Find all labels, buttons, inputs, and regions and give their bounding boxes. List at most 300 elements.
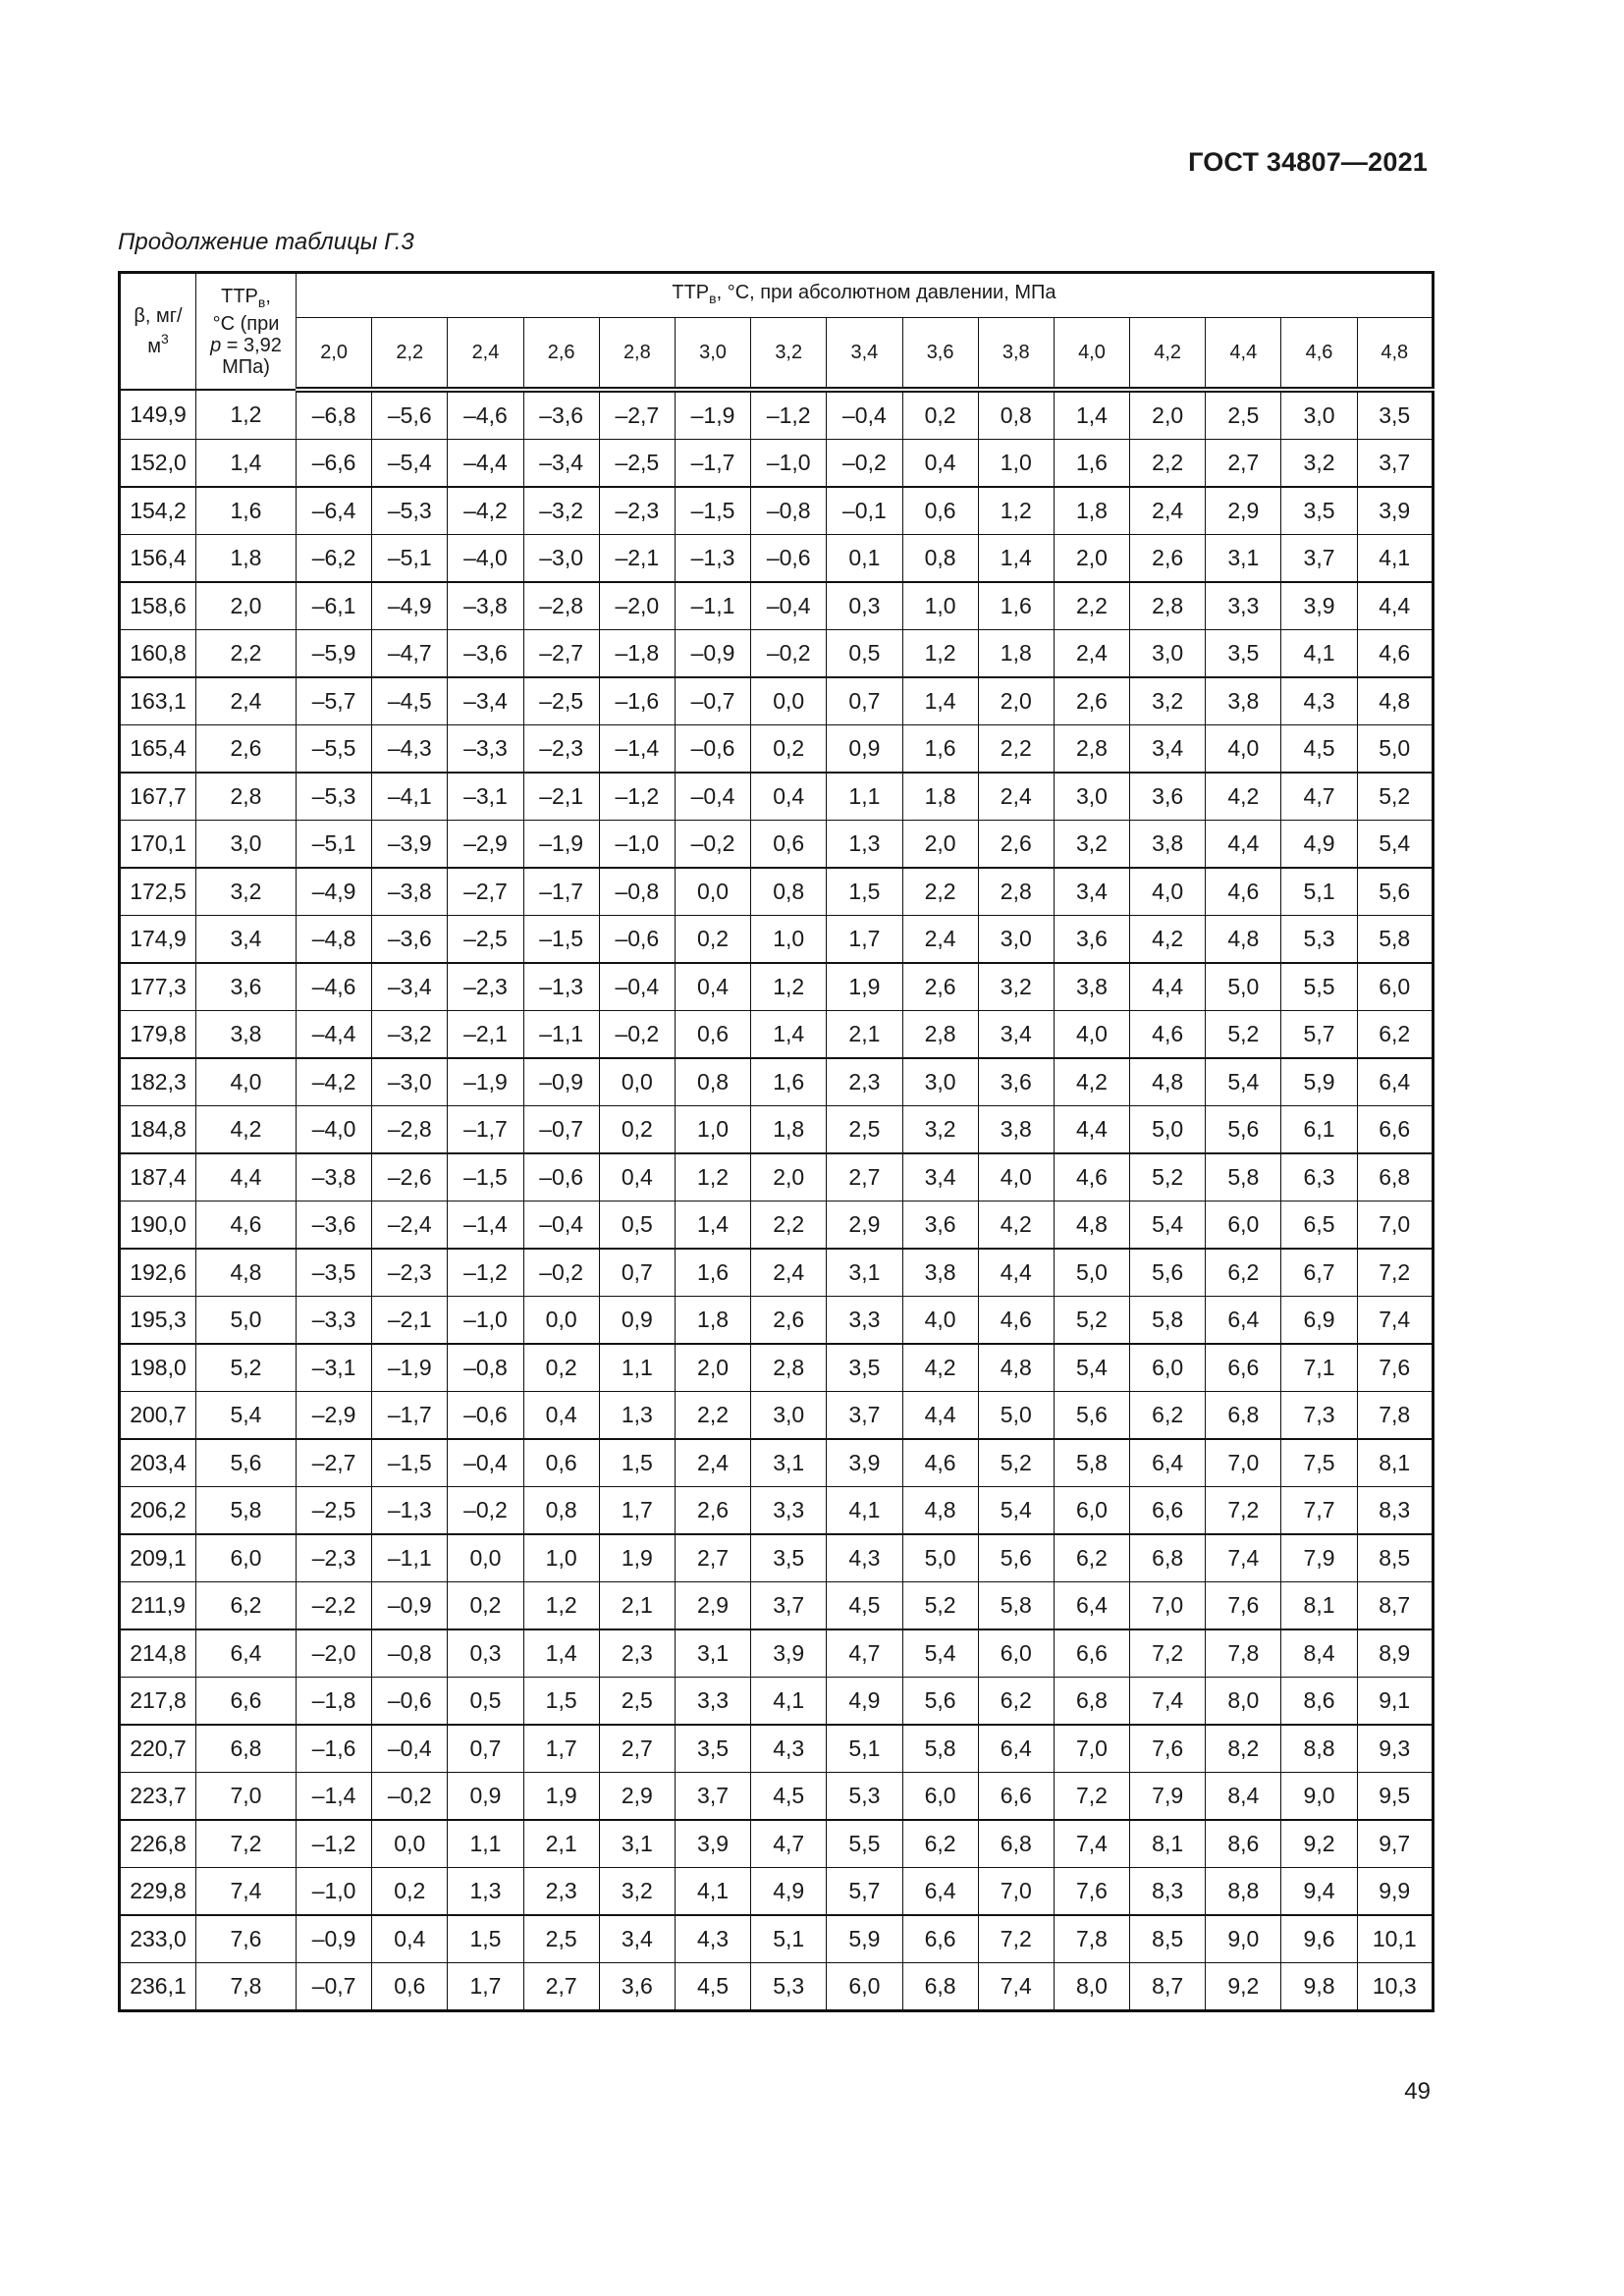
cell-value: –3,6 <box>523 390 599 440</box>
cell-value: 4,6 <box>1054 1153 1129 1201</box>
cell-value: –3,4 <box>372 963 448 1011</box>
cell-value: –4,9 <box>297 868 372 916</box>
cell-beta: 233,0 <box>120 1915 196 1963</box>
cell-value: 6,4 <box>1206 1297 1281 1345</box>
cell-beta: 209,1 <box>120 1534 196 1582</box>
cell-value: 2,2 <box>751 1201 827 1250</box>
header-ttr-line4: МПа) <box>222 355 270 378</box>
cell-value: 7,9 <box>1130 1773 1206 1821</box>
cell-value: 8,1 <box>1281 1582 1357 1630</box>
cell-value: –1,6 <box>599 677 675 725</box>
header-pressure: 3,0 <box>675 318 750 391</box>
cell-value: 4,2 <box>1130 916 1206 964</box>
cell-value: –0,8 <box>448 1344 523 1392</box>
cell-beta: 206,2 <box>120 1487 196 1535</box>
cell-ttr: 4,0 <box>196 1058 297 1106</box>
cell-value: 3,2 <box>978 963 1054 1011</box>
cell-value: 3,6 <box>902 1201 978 1250</box>
cell-value: –4,4 <box>448 440 523 488</box>
cell-value: 7,4 <box>978 1963 1054 2011</box>
cell-value: 1,8 <box>1054 487 1129 535</box>
cell-value: –0,2 <box>448 1487 523 1535</box>
cell-value: 5,4 <box>978 1487 1054 1535</box>
cell-ttr: 3,6 <box>196 963 297 1011</box>
table-row <box>120 1534 1434 1582</box>
cell-value: 3,3 <box>675 1678 750 1726</box>
cell-value: –5,4 <box>372 440 448 488</box>
cell-value: 3,7 <box>751 1582 827 1630</box>
cell-value: –1,5 <box>675 487 750 535</box>
cell-value: 3,6 <box>1054 916 1129 964</box>
cell-value: –2,6 <box>372 1153 448 1201</box>
cell-value: 5,2 <box>978 1439 1054 1487</box>
cell-value: –3,1 <box>448 773 523 821</box>
cell-value: 7,6 <box>1054 1868 1129 1916</box>
cell-value: 5,1 <box>751 1915 827 1963</box>
cell-value: 7,8 <box>1206 1629 1281 1678</box>
cell-value: 7,0 <box>1130 1582 1206 1630</box>
cell-value: 0,8 <box>902 535 978 583</box>
cell-value: 7,0 <box>978 1868 1054 1916</box>
cell-value: 1,1 <box>827 773 902 821</box>
cell-value: 7,0 <box>1054 1725 1129 1773</box>
cell-value: –0,6 <box>448 1392 523 1440</box>
cell-value: 4,8 <box>1206 916 1281 964</box>
cell-value: 8,1 <box>1357 1439 1433 1487</box>
cell-value: 5,6 <box>978 1534 1054 1582</box>
cell-value: 9,7 <box>1357 1820 1433 1868</box>
cell-value: 0,4 <box>902 440 978 488</box>
cell-value: 4,6 <box>978 1297 1054 1345</box>
cell-value: –2,2 <box>297 1582 372 1630</box>
cell-beta: 165,4 <box>120 725 196 774</box>
cell-value: 0,4 <box>372 1915 448 1963</box>
cell-value: 4,3 <box>675 1915 750 1963</box>
cell-value: –0,4 <box>751 582 827 630</box>
cell-value: 9,1 <box>1357 1678 1433 1726</box>
cell-value: 0,3 <box>827 582 902 630</box>
cell-value: –2,1 <box>599 535 675 583</box>
cell-value: –1,1 <box>372 1534 448 1582</box>
cell-value: 2,1 <box>599 1582 675 1630</box>
cell-value: 6,0 <box>902 1773 978 1821</box>
cell-value: 4,4 <box>1206 821 1281 869</box>
cell-value: 6,6 <box>1357 1106 1433 1154</box>
cell-value: –2,1 <box>448 1011 523 1059</box>
cell-value: 5,8 <box>978 1582 1054 1630</box>
cell-value: –0,2 <box>599 1011 675 1059</box>
cell-ttr: 6,2 <box>196 1582 297 1630</box>
cell-value: 5,6 <box>1357 868 1433 916</box>
table-row <box>120 1439 1434 1487</box>
cell-value: 6,8 <box>978 1820 1054 1868</box>
cell-ttr: 2,8 <box>196 773 297 821</box>
cell-beta: 174,9 <box>120 916 196 964</box>
cell-value: 0,7 <box>448 1725 523 1773</box>
cell-beta: 179,8 <box>120 1011 196 1059</box>
cell-value: 5,8 <box>902 1725 978 1773</box>
cell-value: 0,2 <box>751 725 827 774</box>
cell-ttr: 2,4 <box>196 677 297 725</box>
header-ttr-label: ТТР <box>221 285 258 307</box>
cell-beta: 200,7 <box>120 1392 196 1440</box>
cell-value: –1,2 <box>297 1820 372 1868</box>
cell-value: –4,2 <box>297 1058 372 1106</box>
cell-value: 8,9 <box>1357 1629 1433 1678</box>
cell-value: 5,6 <box>1130 1249 1206 1297</box>
cell-value: 7,1 <box>1281 1344 1357 1392</box>
header-beta-unit: м <box>147 335 161 357</box>
cell-value: –6,1 <box>297 582 372 630</box>
cell-value: 5,4 <box>1357 821 1433 869</box>
cell-value: 4,0 <box>1054 1011 1129 1059</box>
cell-value: 2,9 <box>827 1201 902 1250</box>
header-ttr-392 <box>196 273 297 391</box>
cell-value: 2,8 <box>1054 725 1129 774</box>
cell-value: 3,7 <box>1357 440 1433 488</box>
cell-value: –2,5 <box>448 916 523 964</box>
cell-value: –0,8 <box>372 1629 448 1678</box>
cell-value: 3,8 <box>1130 821 1206 869</box>
cell-value: 6,0 <box>1206 1201 1281 1250</box>
cell-beta: 149,9 <box>120 390 196 440</box>
cell-value: 4,6 <box>1206 868 1281 916</box>
cell-value: 4,0 <box>1130 868 1206 916</box>
cell-value: 4,1 <box>827 1487 902 1535</box>
cell-value: –0,6 <box>751 535 827 583</box>
cell-value: 6,6 <box>1054 1629 1129 1678</box>
cell-value: 9,8 <box>1281 1963 1357 2011</box>
cell-value: –5,3 <box>372 487 448 535</box>
cell-value: 5,4 <box>1130 1201 1206 1250</box>
cell-value: 0,2 <box>372 1868 448 1916</box>
header-ttr-p: p <box>210 334 222 356</box>
cell-value: 0,0 <box>599 1058 675 1106</box>
header-pressure: 3,8 <box>978 318 1054 391</box>
cell-value: 7,4 <box>1130 1678 1206 1726</box>
cell-value: 4,0 <box>978 1153 1054 1201</box>
cell-value: 2,4 <box>1130 487 1206 535</box>
cell-value: –2,8 <box>372 1106 448 1154</box>
cell-ttr: 4,2 <box>196 1106 297 1154</box>
cell-value: 3,7 <box>827 1392 902 1440</box>
table-row <box>120 582 1434 630</box>
cell-value: 1,2 <box>675 1153 750 1201</box>
cell-value: –0,7 <box>297 1963 372 2011</box>
cell-value: 3,5 <box>675 1725 750 1773</box>
cell-value: 0,6 <box>523 1439 599 1487</box>
cell-value: 2,5 <box>827 1106 902 1154</box>
table-row <box>120 630 1434 678</box>
cell-value: 7,4 <box>1206 1534 1281 1582</box>
cell-value: 9,0 <box>1206 1915 1281 1963</box>
cell-value: 0,6 <box>751 821 827 869</box>
cell-value: 5,2 <box>1357 773 1433 821</box>
cell-value: 4,3 <box>1281 677 1357 725</box>
cell-value: 2,9 <box>599 1773 675 1821</box>
table-row <box>120 1487 1434 1535</box>
cell-value: 2,5 <box>1206 390 1281 440</box>
cell-value: 8,7 <box>1130 1963 1206 2011</box>
cell-value: –4,2 <box>448 487 523 535</box>
cell-value: –1,5 <box>372 1439 448 1487</box>
cell-value: –0,4 <box>599 963 675 1011</box>
table-row <box>120 1106 1434 1154</box>
cell-value: 3,0 <box>1130 630 1206 678</box>
cell-value: 3,7 <box>675 1773 750 1821</box>
cell-value: 3,0 <box>1281 390 1357 440</box>
cell-value: 2,1 <box>523 1820 599 1868</box>
cell-value: –2,3 <box>297 1534 372 1582</box>
cell-value: 5,5 <box>1281 963 1357 1011</box>
cell-value: 7,0 <box>1206 1439 1281 1487</box>
cell-value: 3,4 <box>902 1153 978 1201</box>
cell-value: –2,3 <box>372 1249 448 1297</box>
cell-value: 1,7 <box>523 1725 599 1773</box>
cell-beta: 163,1 <box>120 677 196 725</box>
cell-value: 0,8 <box>978 390 1054 440</box>
cell-value: 7,4 <box>1054 1820 1129 1868</box>
cell-value: –5,7 <box>297 677 372 725</box>
cell-ttr: 7,2 <box>196 1820 297 1868</box>
cell-value: 3,5 <box>1357 390 1433 440</box>
cell-value: 2,9 <box>1206 487 1281 535</box>
cell-value: 8,5 <box>1130 1915 1206 1963</box>
cell-beta: 229,8 <box>120 1868 196 1916</box>
header-ttr-line3: = 3,92 <box>221 334 282 356</box>
cell-value: 0,2 <box>902 390 978 440</box>
cell-beta: 170,1 <box>120 821 196 869</box>
cell-value: 5,4 <box>1206 1058 1281 1106</box>
cell-value: 5,6 <box>1206 1106 1281 1154</box>
cell-value: –0,2 <box>372 1773 448 1821</box>
cell-value: 2,7 <box>599 1725 675 1773</box>
cell-value: 2,0 <box>675 1344 750 1392</box>
cell-value: 0,6 <box>675 1011 750 1059</box>
cell-value: 4,4 <box>1130 963 1206 1011</box>
cell-value: 3,0 <box>751 1392 827 1440</box>
cell-value: 1,2 <box>978 487 1054 535</box>
cell-value: 2,7 <box>675 1534 750 1582</box>
cell-value: 1,4 <box>1054 390 1129 440</box>
cell-value: 8,0 <box>1206 1678 1281 1726</box>
cell-value: –0,9 <box>675 630 750 678</box>
cell-value: –4,7 <box>372 630 448 678</box>
cell-value: 8,7 <box>1357 1582 1433 1630</box>
cell-value: 4,8 <box>978 1344 1054 1392</box>
cell-value: –1,0 <box>448 1297 523 1345</box>
table-row <box>120 1249 1434 1297</box>
cell-value: 3,9 <box>675 1820 750 1868</box>
table-row <box>120 1344 1434 1392</box>
cell-value: –0,9 <box>523 1058 599 1106</box>
cell-value: 3,0 <box>1054 773 1129 821</box>
cell-value: 4,4 <box>902 1392 978 1440</box>
cell-value: 4,6 <box>1357 630 1433 678</box>
cell-value: –5,3 <box>297 773 372 821</box>
cell-value: 5,6 <box>1054 1392 1129 1440</box>
cell-value: 4,7 <box>751 1820 827 1868</box>
cell-value: –6,8 <box>297 390 372 440</box>
cell-value: 4,1 <box>1357 535 1433 583</box>
cell-value: –1,1 <box>675 582 750 630</box>
cell-value: 2,3 <box>599 1629 675 1678</box>
cell-value: –2,8 <box>523 582 599 630</box>
cell-value: 2,4 <box>978 773 1054 821</box>
cell-value: –1,5 <box>523 916 599 964</box>
cell-value: 3,9 <box>751 1629 827 1678</box>
cell-value: 8,0 <box>1054 1963 1129 2011</box>
cell-value: –0,2 <box>827 440 902 488</box>
cell-value: 5,2 <box>902 1582 978 1630</box>
cell-value: –0,6 <box>523 1153 599 1201</box>
cell-value: 5,0 <box>978 1392 1054 1440</box>
cell-value: 1,3 <box>448 1868 523 1916</box>
cell-value: 9,9 <box>1357 1868 1433 1916</box>
cell-value: 9,6 <box>1281 1915 1357 1963</box>
cell-value: 3,6 <box>1130 773 1206 821</box>
header-pressure: 4,4 <box>1206 318 1281 391</box>
table-row <box>120 677 1434 725</box>
cell-value: –0,7 <box>523 1106 599 1154</box>
cell-value: –4,4 <box>297 1011 372 1059</box>
cell-value: 1,5 <box>599 1439 675 1487</box>
cell-value: 3,2 <box>1054 821 1129 869</box>
cell-value: 4,9 <box>1281 821 1357 869</box>
cell-value: 0,5 <box>827 630 902 678</box>
cell-value: –2,7 <box>523 630 599 678</box>
cell-value: 1,6 <box>978 582 1054 630</box>
cell-beta: 184,8 <box>120 1106 196 1154</box>
cell-value: –0,4 <box>523 1201 599 1250</box>
cell-value: 4,4 <box>1054 1106 1129 1154</box>
cell-value: 8,5 <box>1357 1534 1433 1582</box>
table-row <box>120 1629 1434 1678</box>
cell-value: 6,2 <box>1357 1011 1433 1059</box>
cell-value: 1,9 <box>599 1534 675 1582</box>
cell-value: 7,0 <box>1357 1201 1433 1250</box>
cell-value: –1,2 <box>448 1249 523 1297</box>
cell-value: 0,9 <box>448 1773 523 1821</box>
cell-value: 5,1 <box>1281 868 1357 916</box>
cell-value: 2,8 <box>1130 582 1206 630</box>
cell-value: 6,2 <box>1206 1249 1281 1297</box>
cell-value: 1,4 <box>523 1629 599 1678</box>
cell-value: –1,4 <box>599 725 675 774</box>
cell-value: –2,7 <box>448 868 523 916</box>
cell-value: 6,0 <box>1130 1344 1206 1392</box>
cell-value: 2,5 <box>523 1915 599 1963</box>
cell-value: 3,4 <box>1054 868 1129 916</box>
cell-value: 3,0 <box>978 916 1054 964</box>
cell-ttr: 5,4 <box>196 1392 297 1440</box>
header-pressure: 3,2 <box>751 318 827 391</box>
cell-value: 2,8 <box>902 1011 978 1059</box>
cell-value: 7,7 <box>1281 1487 1357 1535</box>
cell-value: –0,8 <box>599 868 675 916</box>
cell-ttr: 7,0 <box>196 1773 297 1821</box>
cell-value: –1,0 <box>297 1868 372 1916</box>
cell-value: 5,8 <box>1357 916 1433 964</box>
cell-value: 1,5 <box>523 1678 599 1726</box>
cell-value: 4,9 <box>751 1868 827 1916</box>
cell-value: 4,0 <box>1206 725 1281 774</box>
cell-value: –3,4 <box>523 440 599 488</box>
cell-value: 4,2 <box>978 1201 1054 1250</box>
header-beta-label: β, мг/ <box>134 304 183 327</box>
cell-value: 0,2 <box>448 1582 523 1630</box>
cell-value: –1,9 <box>372 1344 448 1392</box>
cell-value: –2,4 <box>372 1201 448 1250</box>
cell-beta: 152,0 <box>120 440 196 488</box>
group-header-tail: , °С, при абсолютном давлении, МПа <box>716 282 1056 303</box>
cell-value: 5,0 <box>1130 1106 1206 1154</box>
cell-value: –6,6 <box>297 440 372 488</box>
cell-ttr: 3,2 <box>196 868 297 916</box>
header-beta-unit-sup: 3 <box>160 330 169 347</box>
cell-value: 0,8 <box>675 1058 750 1106</box>
cell-value: 2,7 <box>1206 440 1281 488</box>
cell-value: –4,6 <box>297 963 372 1011</box>
cell-value: –1,6 <box>297 1725 372 1773</box>
cell-value: 6,6 <box>902 1915 978 1963</box>
cell-value: 6,8 <box>902 1963 978 2011</box>
cell-value: –0,8 <box>751 487 827 535</box>
cell-value: 4,2 <box>1054 1058 1129 1106</box>
cell-value: 0,7 <box>827 677 902 725</box>
cell-value: 8,6 <box>1281 1678 1357 1726</box>
table-row <box>120 1153 1434 1201</box>
cell-value: 3,7 <box>1281 535 1357 583</box>
cell-value: 6,7 <box>1281 1249 1357 1297</box>
header-pressure-group <box>297 273 1434 318</box>
cell-value: 1,6 <box>675 1249 750 1297</box>
cell-value: 3,5 <box>1281 487 1357 535</box>
cell-value: 0,0 <box>523 1297 599 1345</box>
cell-value: 5,6 <box>902 1678 978 1726</box>
cell-value: 4,3 <box>751 1725 827 1773</box>
cell-value: 1,8 <box>751 1106 827 1154</box>
cell-value: 1,0 <box>978 440 1054 488</box>
cell-value: 6,4 <box>978 1725 1054 1773</box>
cell-value: –0,4 <box>372 1725 448 1773</box>
cell-value: –1,9 <box>448 1058 523 1106</box>
header-pressure: 3,6 <box>902 318 978 391</box>
cell-value: 2,2 <box>1130 440 1206 488</box>
cell-value: 7,2 <box>978 1915 1054 1963</box>
cell-value: –2,5 <box>297 1487 372 1535</box>
cell-value: 5,8 <box>1054 1439 1129 1487</box>
cell-ttr: 7,4 <box>196 1868 297 1916</box>
cell-value: 4,1 <box>751 1678 827 1726</box>
cell-value: 1,2 <box>902 630 978 678</box>
cell-value: –1,3 <box>523 963 599 1011</box>
cell-value: 7,9 <box>1281 1534 1357 1582</box>
cell-value: 0,2 <box>599 1106 675 1154</box>
cell-value: –5,9 <box>297 630 372 678</box>
cell-value: 0,5 <box>599 1201 675 1250</box>
cell-value: 2,2 <box>675 1392 750 1440</box>
cell-beta: 177,3 <box>120 963 196 1011</box>
cell-value: 2,7 <box>523 1963 599 2011</box>
cell-value: –0,2 <box>523 1249 599 1297</box>
cell-beta: 211,9 <box>120 1582 196 1630</box>
cell-value: 3,9 <box>1281 582 1357 630</box>
cell-value: 6,8 <box>1357 1153 1433 1201</box>
header-pressure: 2,6 <box>523 318 599 391</box>
cell-value: 4,2 <box>1206 773 1281 821</box>
cell-value: 1,3 <box>827 821 902 869</box>
